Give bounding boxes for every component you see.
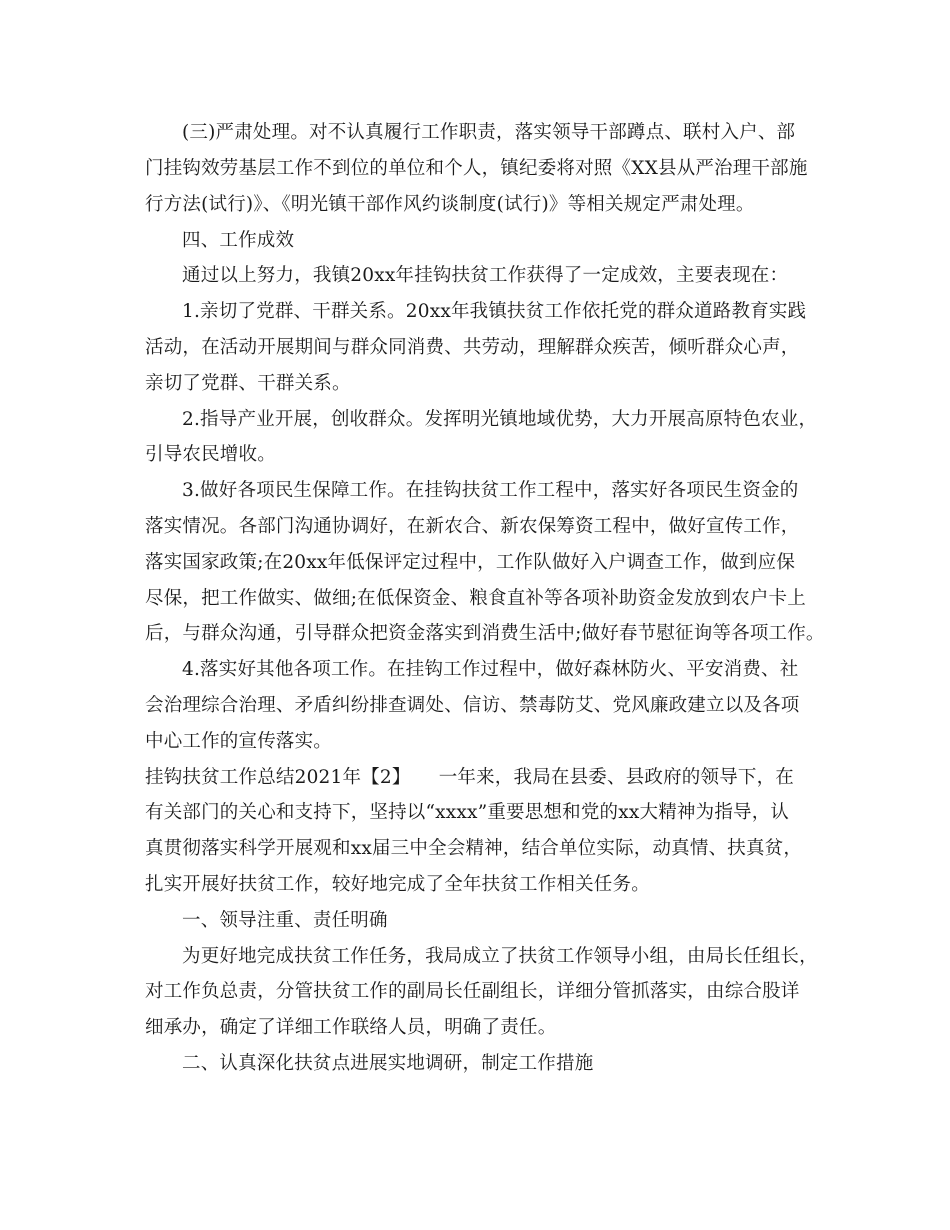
paragraph-line: 亲切了党群、干群关系。: [145, 373, 351, 394]
document-title-line: 挂钩扶贫工作总结2021年【2】 一年来，我局在县委、县政府的领导下，在: [145, 767, 795, 788]
paragraph-line: 中心工作的宣传落实。: [145, 731, 333, 752]
paragraph-line: 3.做好各项民生保障工作。在挂钩扶贫工作工程中，落实好各项民生资金的: [182, 480, 799, 501]
paragraph-line: 通过以上努力，我镇20xx年挂钩扶贫工作获得了一定成效，主要表现在：: [182, 265, 789, 286]
paragraph-line: 为更好地完成扶贫工作任务，我局成立了扶贫工作领导小组，由局长任组长，: [182, 946, 818, 967]
paragraph-line: 引导农民增收。: [145, 444, 276, 465]
paragraph-line: 扎实开展好扶贫工作，较好地完成了全年扶贫工作相关任务。: [145, 874, 650, 895]
paragraph-line: 活动，在活动开展期间与群众同消费、共劳动，理解群众疾苦，倾听群众心声，: [145, 337, 800, 358]
paragraph-line: 4.落实好其他各项工作。在挂钩工作过程中，做好森林防火、平安消费、社: [182, 659, 799, 680]
paragraph-line: 有关部门的关心和支持下，坚持以“xxxx”重要思想和党的xx大精神为指导，认: [145, 802, 790, 823]
paragraph-line: 落实情况。各部门沟通协调好，在新农合、新农保筹资工程中，做好宣传工作，: [145, 516, 800, 537]
paragraph-line: 门挂钩效劳基层工作不到位的单位和个人，镇纪委将对照《XX县从严治理干部施: [145, 158, 808, 179]
section-heading: 二、认真深化扶贫点进展实地调研，制定工作措施: [182, 1053, 594, 1074]
paragraph-line: 真贯彻落实科学开展观和xx届三中全会精神，结合单位实际，动真情、扶真贫，: [145, 838, 803, 859]
paragraph-line: 1.亲切了党群、干群关系。20xx年我镇扶贫工作依托党的群众道路教育实践: [182, 301, 807, 322]
paragraph-line: 2.指导产业开展，创收群众。发挥明光镇地域优势，大力开展高原特色农业，: [182, 409, 818, 430]
paragraph-line: 尽保，把工作做实、做细;在低保资金、粮食直补等各项补助资金发放到农户卡上: [145, 588, 806, 609]
paragraph-line: 会治理综合治理、矛盾纠纷排查调处、信访、禁毒防艾、党风廉政建立以及各项: [145, 695, 800, 716]
section-heading: 一、领导注重、责任明确: [182, 910, 388, 931]
paragraph-line: (三)严肃处理。对不认真履行工作职责，落实领导干部蹲点、联村入户、部: [182, 122, 796, 143]
paragraph-line: 行方法(试行)》、《明光镇干部作风约谈制度(试行)》等相关规定严肃处理。: [145, 194, 755, 215]
paragraph-line: 后，与群众沟通，引导群众把资金落实到消费生活中;做好春节慰征询等各项工作。: [145, 623, 825, 644]
section-heading: 四、工作成效: [182, 230, 295, 251]
paragraph-line: 细承办，确定了详细工作联络人员，明确了责任。: [145, 1017, 557, 1038]
paragraph-line: 对工作负总责，分管扶贫工作的副局长任副组长，详细分管抓落实，由综合股详: [145, 981, 800, 1002]
paragraph-line: 落实国家政策;在20xx年低保评定过程中，工作队做好入户调查工作，做到应保: [145, 552, 796, 573]
